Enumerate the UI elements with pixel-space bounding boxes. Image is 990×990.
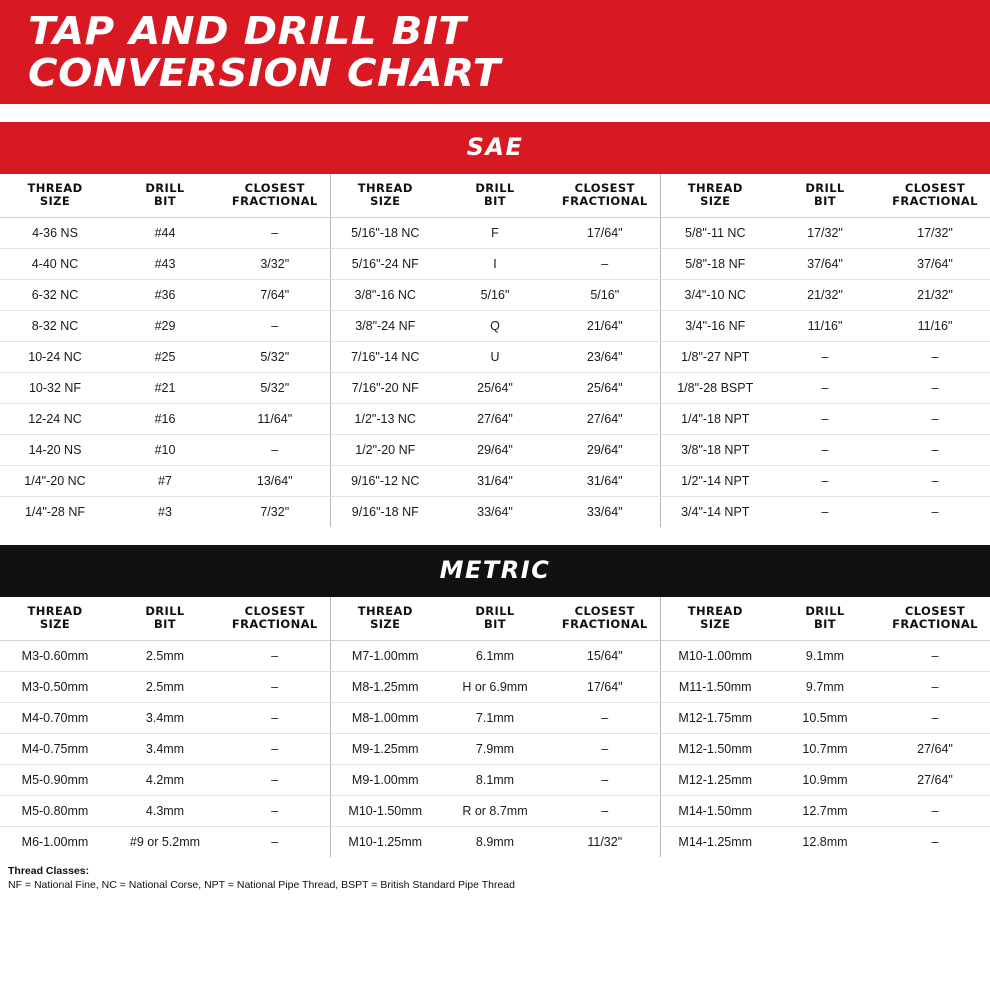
table-cell: 8.1mm (440, 765, 550, 796)
table-cell: 33/64" (550, 497, 660, 528)
table-cell: M5-0.90mm (0, 765, 110, 796)
table-cell: M5-0.80mm (0, 796, 110, 827)
table-cell: – (770, 373, 880, 404)
col-thread-size-2: THREAD SIZE (330, 597, 440, 641)
table-row (0, 641, 990, 672)
table-cell: #21 (110, 373, 220, 404)
table-cell: – (880, 827, 990, 858)
table-cell: 5/8"-18 NF (660, 249, 770, 280)
table-cell: 4.3mm (110, 796, 220, 827)
table-cell: 1/8"-27 NPT (660, 342, 770, 373)
table-cell: 4-36 NS (0, 218, 110, 249)
sae-header-row (0, 174, 990, 218)
table-cell: 7.1mm (440, 703, 550, 734)
table-row (0, 435, 990, 466)
col-drill-bit-2: DRILL BIT (440, 597, 550, 641)
table-cell: 10-32 NF (0, 373, 110, 404)
table-cell: 2.5mm (110, 641, 220, 672)
table-cell: – (880, 641, 990, 672)
table-row (0, 373, 990, 404)
table-cell: 3/8"-24 NF (330, 311, 440, 342)
table-cell: 7/32" (220, 497, 330, 528)
table-row (0, 466, 990, 497)
table-cell: 14-20 NS (0, 435, 110, 466)
metric-header-row (0, 597, 990, 641)
table-cell: 31/64" (550, 466, 660, 497)
table-cell: – (220, 765, 330, 796)
table-cell: F (440, 218, 550, 249)
table-cell: – (880, 404, 990, 435)
table-cell: 7/64" (220, 280, 330, 311)
table-cell: #44 (110, 218, 220, 249)
table-row (0, 672, 990, 703)
table-cell: 25/64" (550, 373, 660, 404)
table-row (0, 796, 990, 827)
table-row (0, 280, 990, 311)
table-cell: 23/64" (550, 342, 660, 373)
table-cell: M3-0.60mm (0, 641, 110, 672)
table-cell: #36 (110, 280, 220, 311)
col-drill-bit-1: DRILL BIT (110, 597, 220, 641)
table-cell: M4-0.70mm (0, 703, 110, 734)
table-cell: M7-1.00mm (330, 641, 440, 672)
col-closest-fractional-1: CLOSEST FRACTIONAL (220, 597, 330, 641)
sae-table (0, 174, 990, 527)
table-row (0, 218, 990, 249)
table-cell: 6-32 NC (0, 280, 110, 311)
table-row (0, 497, 990, 528)
table-cell: 3/4"-14 NPT (660, 497, 770, 528)
table-cell: M6-1.00mm (0, 827, 110, 858)
table-cell: 5/16"-24 NF (330, 249, 440, 280)
table-cell: – (550, 249, 660, 280)
table-cell: – (220, 435, 330, 466)
page-title-line-1: TAP AND DRILL BIT (28, 9, 467, 53)
table-cell: 1/4"-28 NF (0, 497, 110, 528)
section-header-sae: SAE (0, 122, 990, 174)
table-cell: – (770, 497, 880, 528)
table-cell: 3/4"-10 NC (660, 280, 770, 311)
table-cell: #7 (110, 466, 220, 497)
table-cell: 15/64" (550, 641, 660, 672)
table-cell: – (770, 342, 880, 373)
table-row (0, 311, 990, 342)
table-cell: 5/16" (550, 280, 660, 311)
col-closest-fractional-2: CLOSEST FRACTIONAL (550, 174, 660, 218)
table-cell: – (880, 497, 990, 528)
table-cell: M4-0.75mm (0, 734, 110, 765)
col-drill-bit-2: DRILL BIT (440, 174, 550, 218)
table-cell: 10.9mm (770, 765, 880, 796)
table-cell: 12.8mm (770, 827, 880, 858)
table-cell: 17/32" (770, 218, 880, 249)
col-thread-size-3: THREAD SIZE (660, 597, 770, 641)
table-cell: 5/8"-11 NC (660, 218, 770, 249)
table-cell: 7/16"-14 NC (330, 342, 440, 373)
table-cell: #16 (110, 404, 220, 435)
table-cell: #9 or 5.2mm (110, 827, 220, 858)
table-cell: – (550, 765, 660, 796)
table-cell: 17/32" (880, 218, 990, 249)
table-cell: 8-32 NC (0, 311, 110, 342)
table-cell: – (220, 827, 330, 858)
table-cell: – (880, 672, 990, 703)
table-cell: – (880, 703, 990, 734)
footer-line-1: NF = National Fine, NC = National Corse, NPT = National Pipe Thread, BSPT = British Standard Pipe Thread (8, 879, 515, 891)
table-cell: 12-24 NC (0, 404, 110, 435)
table-cell: 1/2"-14 NPT (660, 466, 770, 497)
table-cell: 21/32" (770, 280, 880, 311)
table-cell: 7/16"-20 NF (330, 373, 440, 404)
table-cell: – (220, 734, 330, 765)
table-cell: 33/64" (440, 497, 550, 528)
table-cell: – (220, 311, 330, 342)
table-cell: R or 8.7mm (440, 796, 550, 827)
table-cell: 29/64" (440, 435, 550, 466)
table-cell: 27/64" (440, 404, 550, 435)
table-cell: – (550, 734, 660, 765)
table-cell: 17/64" (550, 218, 660, 249)
table-cell: M8-1.25mm (330, 672, 440, 703)
table-cell: 11/64" (220, 404, 330, 435)
table-cell: 1/4"-20 NC (0, 466, 110, 497)
spacer (0, 527, 990, 545)
table-cell: 6.1mm (440, 641, 550, 672)
col-drill-bit-1: DRILL BIT (110, 174, 220, 218)
table-cell: 17/64" (550, 672, 660, 703)
footer-notes (0, 857, 990, 892)
table-cell: 27/64" (550, 404, 660, 435)
table-cell: – (880, 466, 990, 497)
table-cell: – (220, 641, 330, 672)
table-cell: 7.9mm (440, 734, 550, 765)
table-cell: 3/32" (220, 249, 330, 280)
table-cell: 5/16"-18 NC (330, 218, 440, 249)
table-cell: I (440, 249, 550, 280)
table-cell: M12-1.50mm (660, 734, 770, 765)
col-drill-bit-3: DRILL BIT (770, 174, 880, 218)
table-cell: 8.9mm (440, 827, 550, 858)
table-cell: M3-0.50mm (0, 672, 110, 703)
table-cell: 37/64" (880, 249, 990, 280)
table-cell: – (880, 342, 990, 373)
table-cell: 11/16" (880, 311, 990, 342)
table-cell: #25 (110, 342, 220, 373)
table-cell: – (880, 796, 990, 827)
table-cell: M10-1.00mm (660, 641, 770, 672)
metric-table (0, 597, 990, 857)
table-cell: 10-24 NC (0, 342, 110, 373)
table-cell: M9-1.25mm (330, 734, 440, 765)
table-cell: Q (440, 311, 550, 342)
col-closest-fractional-1: CLOSEST FRACTIONAL (220, 174, 330, 218)
table-cell: M14-1.25mm (660, 827, 770, 858)
table-cell: 31/64" (440, 466, 550, 497)
table-cell: – (220, 796, 330, 827)
table-row (0, 765, 990, 796)
table-cell: 29/64" (550, 435, 660, 466)
col-closest-fractional-2: CLOSEST FRACTIONAL (550, 597, 660, 641)
col-closest-fractional-3: CLOSEST FRACTIONAL (880, 597, 990, 641)
table-cell: 37/64" (770, 249, 880, 280)
table-cell: 1/2"-20 NF (330, 435, 440, 466)
table-row (0, 342, 990, 373)
table-cell: – (550, 703, 660, 734)
table-cell: 3/4"-16 NF (660, 311, 770, 342)
table-cell: 1/2"-13 NC (330, 404, 440, 435)
table-cell: M9-1.00mm (330, 765, 440, 796)
table-cell: 10.5mm (770, 703, 880, 734)
col-thread-size-1: THREAD SIZE (0, 174, 110, 218)
table-cell: 12.7mm (770, 796, 880, 827)
table-cell: M12-1.75mm (660, 703, 770, 734)
table-cell: – (880, 435, 990, 466)
col-drill-bit-3: DRILL BIT (770, 597, 880, 641)
table-cell: – (770, 404, 880, 435)
table-cell: – (550, 796, 660, 827)
table-cell: 10.7mm (770, 734, 880, 765)
table-cell: 27/64" (880, 765, 990, 796)
table-cell: 5/32" (220, 373, 330, 404)
table-cell: 9/16"-12 NC (330, 466, 440, 497)
table-cell: M8-1.00mm (330, 703, 440, 734)
table-cell: 1/4"-18 NPT (660, 404, 770, 435)
table-cell: – (880, 373, 990, 404)
table-cell: 11/32" (550, 827, 660, 858)
col-thread-size-1: THREAD SIZE (0, 597, 110, 641)
table-cell: 9.7mm (770, 672, 880, 703)
table-cell: M10-1.25mm (330, 827, 440, 858)
table-row (0, 827, 990, 858)
section-header-metric: METRIC (0, 545, 990, 597)
page-header (0, 0, 990, 104)
table-cell: 9/16"-18 NF (330, 497, 440, 528)
footer-title: Thread Classes: (8, 865, 90, 877)
table-cell: – (220, 703, 330, 734)
table-cell: #29 (110, 311, 220, 342)
table-cell: 3.4mm (110, 734, 220, 765)
table-cell: U (440, 342, 550, 373)
table-cell: M11-1.50mm (660, 672, 770, 703)
col-closest-fractional-3: CLOSEST FRACTIONAL (880, 174, 990, 218)
table-row (0, 404, 990, 435)
table-cell: 3/8"-16 NC (330, 280, 440, 311)
table-row (0, 734, 990, 765)
table-cell: 1/8"-28 BSPT (660, 373, 770, 404)
table-cell: H or 6.9mm (440, 672, 550, 703)
table-cell: 21/32" (880, 280, 990, 311)
table-row (0, 249, 990, 280)
table-cell: – (770, 466, 880, 497)
table-cell: 27/64" (880, 734, 990, 765)
table-cell: – (220, 672, 330, 703)
table-row (0, 703, 990, 734)
col-thread-size-2: THREAD SIZE (330, 174, 440, 218)
table-cell: #10 (110, 435, 220, 466)
table-cell: 2.5mm (110, 672, 220, 703)
table-cell: 4.2mm (110, 765, 220, 796)
table-cell: #3 (110, 497, 220, 528)
table-cell: 21/64" (550, 311, 660, 342)
table-cell: – (220, 218, 330, 249)
table-cell: 9.1mm (770, 641, 880, 672)
page-title-line-2: CONVERSION CHART (28, 51, 501, 95)
table-cell: 11/16" (770, 311, 880, 342)
spacer (0, 104, 990, 122)
table-cell: M12-1.25mm (660, 765, 770, 796)
table-cell: 25/64" (440, 373, 550, 404)
col-thread-size-3: THREAD SIZE (660, 174, 770, 218)
table-cell: 13/64" (220, 466, 330, 497)
table-cell: 3/8"-18 NPT (660, 435, 770, 466)
table-cell: #43 (110, 249, 220, 280)
table-cell: – (770, 435, 880, 466)
table-cell: 5/32" (220, 342, 330, 373)
table-cell: M14-1.50mm (660, 796, 770, 827)
table-cell: 5/16" (440, 280, 550, 311)
table-cell: 3.4mm (110, 703, 220, 734)
table-cell: 4-40 NC (0, 249, 110, 280)
table-cell: M10-1.50mm (330, 796, 440, 827)
